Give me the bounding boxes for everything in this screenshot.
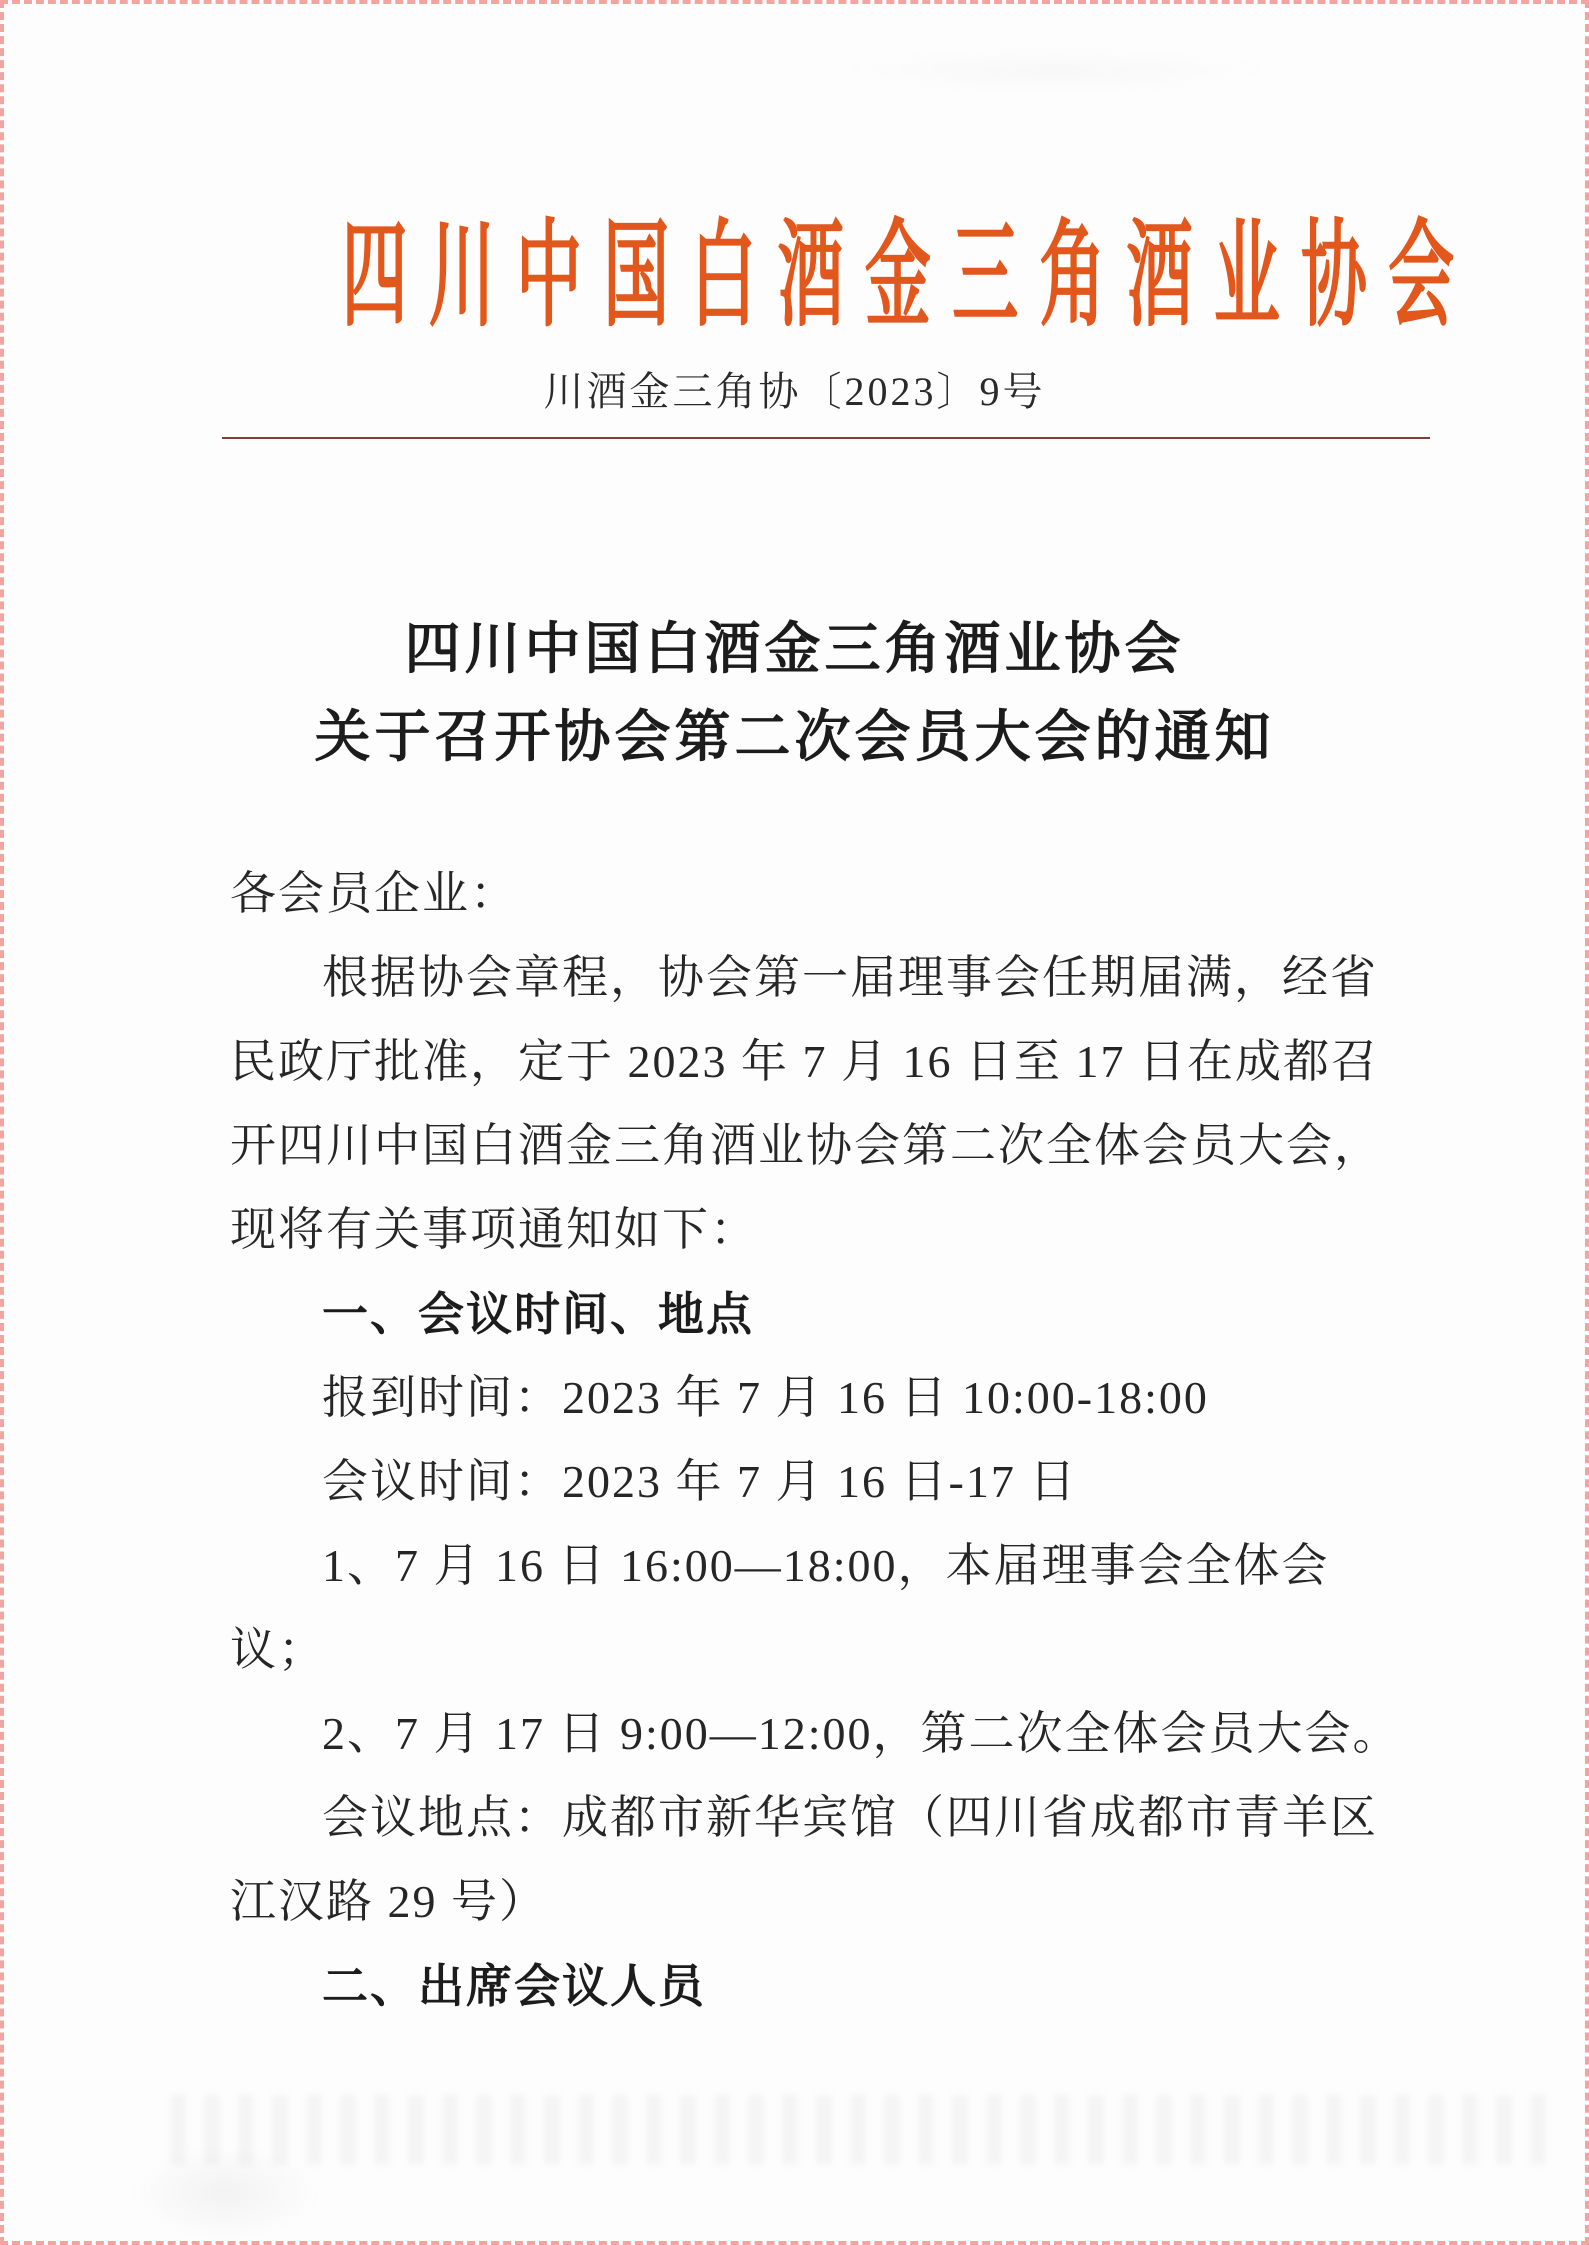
body-line: 江汉路 29 号） xyxy=(230,1876,547,1927)
body-line: 开四川中国白酒金三角酒业协会第二次全体会员大会， xyxy=(230,1120,1382,1171)
body-text xyxy=(230,852,1401,2028)
document-number: 川酒金三角协〔2023〕9号 xyxy=(543,369,1046,414)
body-line: 议； xyxy=(230,1624,326,1675)
body-line: 根据协会章程，协会第一届理事会任期届满，经省 xyxy=(322,952,1378,1003)
body-line: 会议时间：2023 年 7 月 16 日-17 日 xyxy=(322,1456,1078,1507)
body-line: 一、会议时间、地点 xyxy=(322,1288,754,1340)
body-line: 1、7 月 16 日 16:00—18:00，本届理事会全体会 xyxy=(322,1540,1330,1591)
red-divider-line xyxy=(222,437,1430,439)
body-line: 二、出席会议人员 xyxy=(322,1960,706,2012)
scan-artifact-blob xyxy=(130,2145,320,2240)
letterhead-title: 四川中国白酒金三角酒业协会 xyxy=(341,210,1476,340)
scan-artifact-top xyxy=(840,48,1270,93)
body-line: 各会员企业： xyxy=(230,868,518,919)
body-line: 报到时间：2023 年 7 月 16 日 10:00-18:00 xyxy=(322,1372,1209,1423)
notice-title-line-2: 关于召开协会第二次会员大会的通知 xyxy=(314,705,1275,768)
body-line: 现将有关事项通知如下： xyxy=(230,1204,758,1255)
body-line: 民政厅批准，定于 2023 年 7 月 16 日至 17 日在成都召 xyxy=(230,1036,1379,1087)
body-line: 2、7 月 17 日 9:00—12:00，第二次全体会员大会。 xyxy=(322,1708,1401,1759)
notice-title-line-1: 四川中国白酒金三角酒业协会 xyxy=(404,617,1185,680)
scan-artifact-band xyxy=(170,2095,1550,2165)
body-line: 会议地点：成都市新华宾馆（四川省成都市青羊区 xyxy=(322,1792,1378,1843)
